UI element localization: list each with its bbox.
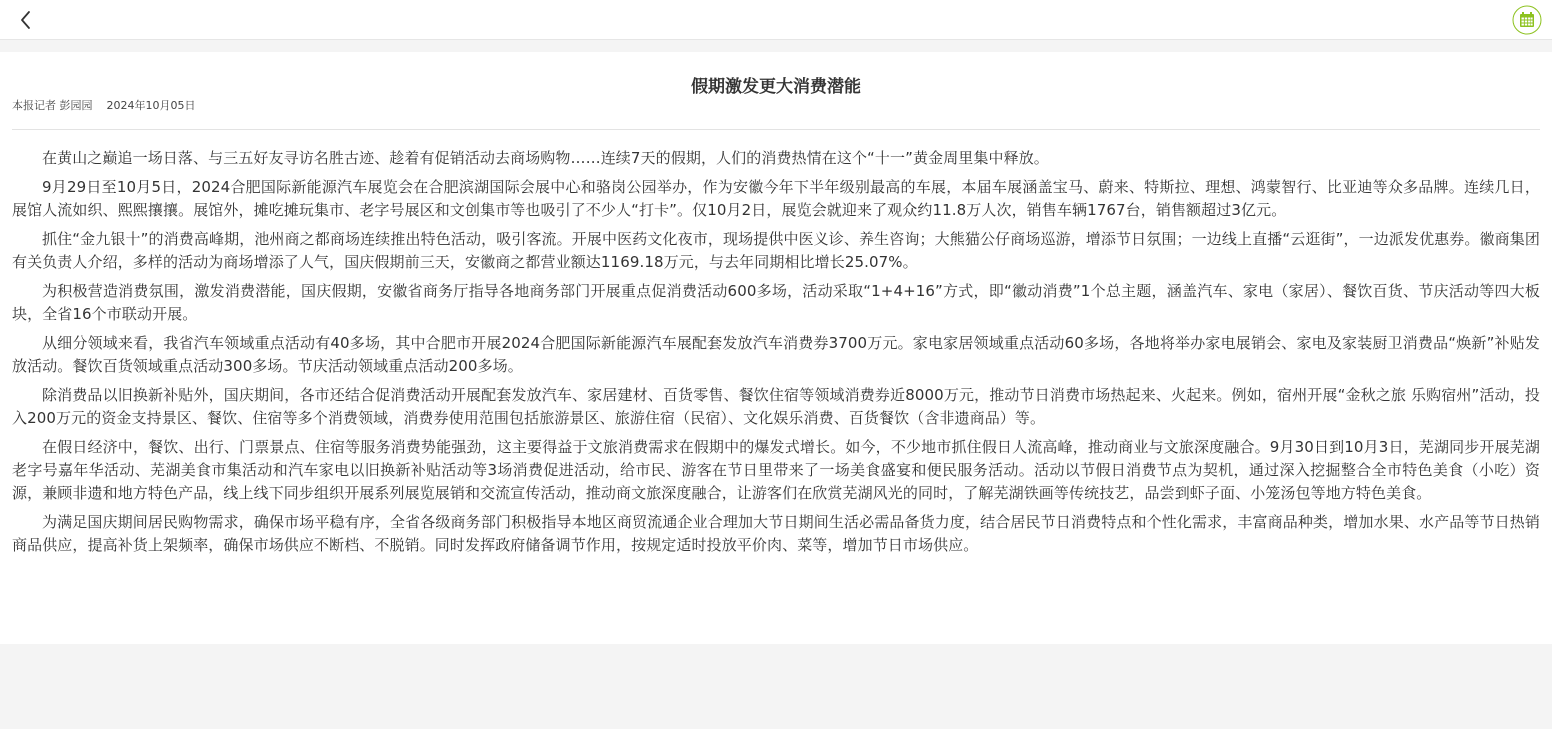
- article-title: 假期激发更大消费潜能: [691, 77, 861, 97]
- article-body: [12, 130, 1540, 557]
- article-paragraph: 为积极营造消费氛围，激发消费潜能，国庆假期，安徽省商务厅指导各地商务部门开展重点促消费活动600多场，活动采取“1+4+16”方式，即“徽动消费”1个总主题，涵盖汽车、家电（家居）、餐饮百货、节庆活动等四大板块，全省16个市联动开展。: [12, 282, 1540, 323]
- article-paragraph: 为满足国庆期间居民购物需求，确保市场平稳有序，全省各级商务部门积极指导本地区商贸流通企业合理加大节日期间生活必需品备货力度，结合居民节日消费特点和个性化需求，丰富商品种类，增加水果、水产品等节日热销商品供应，提高补货上架频率，确保市场供应不断档、不脱销。同时发挥政府储备调节作用，按规定适时投放平价肉、菜等，增加节日市场供应。: [12, 513, 1540, 554]
- article-paragraph: 从细分领域来看，我省汽车领域重点活动有40多场，其中合肥市开展2024合肥国际新能源汽车展配套发放汽车消费券3700万元。家电家居领域重点活动60多场，各地将举办家电展销会、家电及家装厨卫消费品“焕新”补贴发放活动。餐饮百货领域重点活动300多场。节庆活动领域重点活动200多场。: [12, 334, 1540, 375]
- reporter-name: 本报记者 彭园园: [12, 99, 93, 112]
- article-paragraph: 在假日经济中，餐饮、出行、门票景点、住宿等服务消费势能强劲，这主要得益于文旅消费需求在假期中的爆发式增长。如今，不少地市抓住假日人流高峰，推动商业与文旅深度融合。9月30日到10月3日，芜湖同步开展芜湖老字号嘉年华活动、芜湖美食市集活动和汽车家电以旧换新补贴活动等3场消费促进活动，给市民、游客在节日里带来了一场美食盛宴和便民服务活动。活动以节假日消费节点为契机，通过深入挖掘整合全市特色美食（小吃）资源，兼顾非遗和地方特色产品，线上线下同步组织开展系列展览展销和交流宣传活动，推动商文旅深度融合，让游客们在欣赏芜湖风光的同时，了解芜湖铁画等传统技艺，品尝到虾子面、小笼汤包等地方特色美食。: [12, 438, 1540, 502]
- calendar-icon: [1512, 5, 1542, 35]
- top-bar: [0, 0, 1552, 40]
- article-paragraph: 在黄山之巅追一场日落、与三五好友寻访名胜古迹、趁着有促销活动去商场购物……连续7天的假期，人们的消费热情在这个“十一”黄金周里集中释放。: [42, 149, 1049, 167]
- article-header: [12, 52, 1540, 130]
- article-sheet: [0, 52, 1552, 644]
- back-button[interactable]: [14, 8, 38, 32]
- calendar-button[interactable]: [1512, 5, 1542, 35]
- publish-date: 2024年10月05日: [106, 99, 196, 112]
- chevron-left-icon: [14, 8, 38, 32]
- article-paragraph: 9月29日至10月5日，2024合肥国际新能源汽车展览会在合肥滨湖国际会展中心和骆岗公园举办，作为安徽今年下半年级别最高的车展，本届车展涵盖宝马、蔚来、特斯拉、理想、鸿蒙智行、比亚迪等众多品牌。连续几日，展馆人流如织、熙熙攘攘。展馆外，摊吃摊玩集市、老字号展区和文创集市等也吸引了不少人“打卡”。仅10月2日，展览会就迎来了观众约11.8万人次，销售车辆1767台，销售额超过3亿元。: [12, 178, 1540, 219]
- article-paragraph: 抓住“金九银十”的消费高峰期，池州商之都商场连续推出特色活动，吸引客流。开展中医药文化夜市，现场提供中医义诊、养生咨询；大熊猫公仔商场巡游，增添节日氛围；一边线上直播“云逛街”，一边派发优惠券。徽商集团有关负责人介绍，多样的活动为商场增添了人气，国庆假期前三天，安徽商之都营业额达1169.18万元，与去年同期相比增长25.07%。: [12, 230, 1540, 271]
- article-paragraph: 除消费品以旧换新补贴外，国庆期间，各市还结合促消费活动开展配套发放汽车、家居建材、百货零售、餐饮住宿等领域消费券近8000万元，推动节日消费市场热起来、火起来。例如，宿州开展“金秋之旅 乐购宿州”活动，投入200万元的资金支持景区、餐饮、住宿等多个消费领域，消费券使用范围包括旅游景区、旅游住宿（民宿）、文化娱乐消费、百货餐饮（含非遗商品）等。: [12, 386, 1540, 427]
- article-byline: [12, 99, 196, 113]
